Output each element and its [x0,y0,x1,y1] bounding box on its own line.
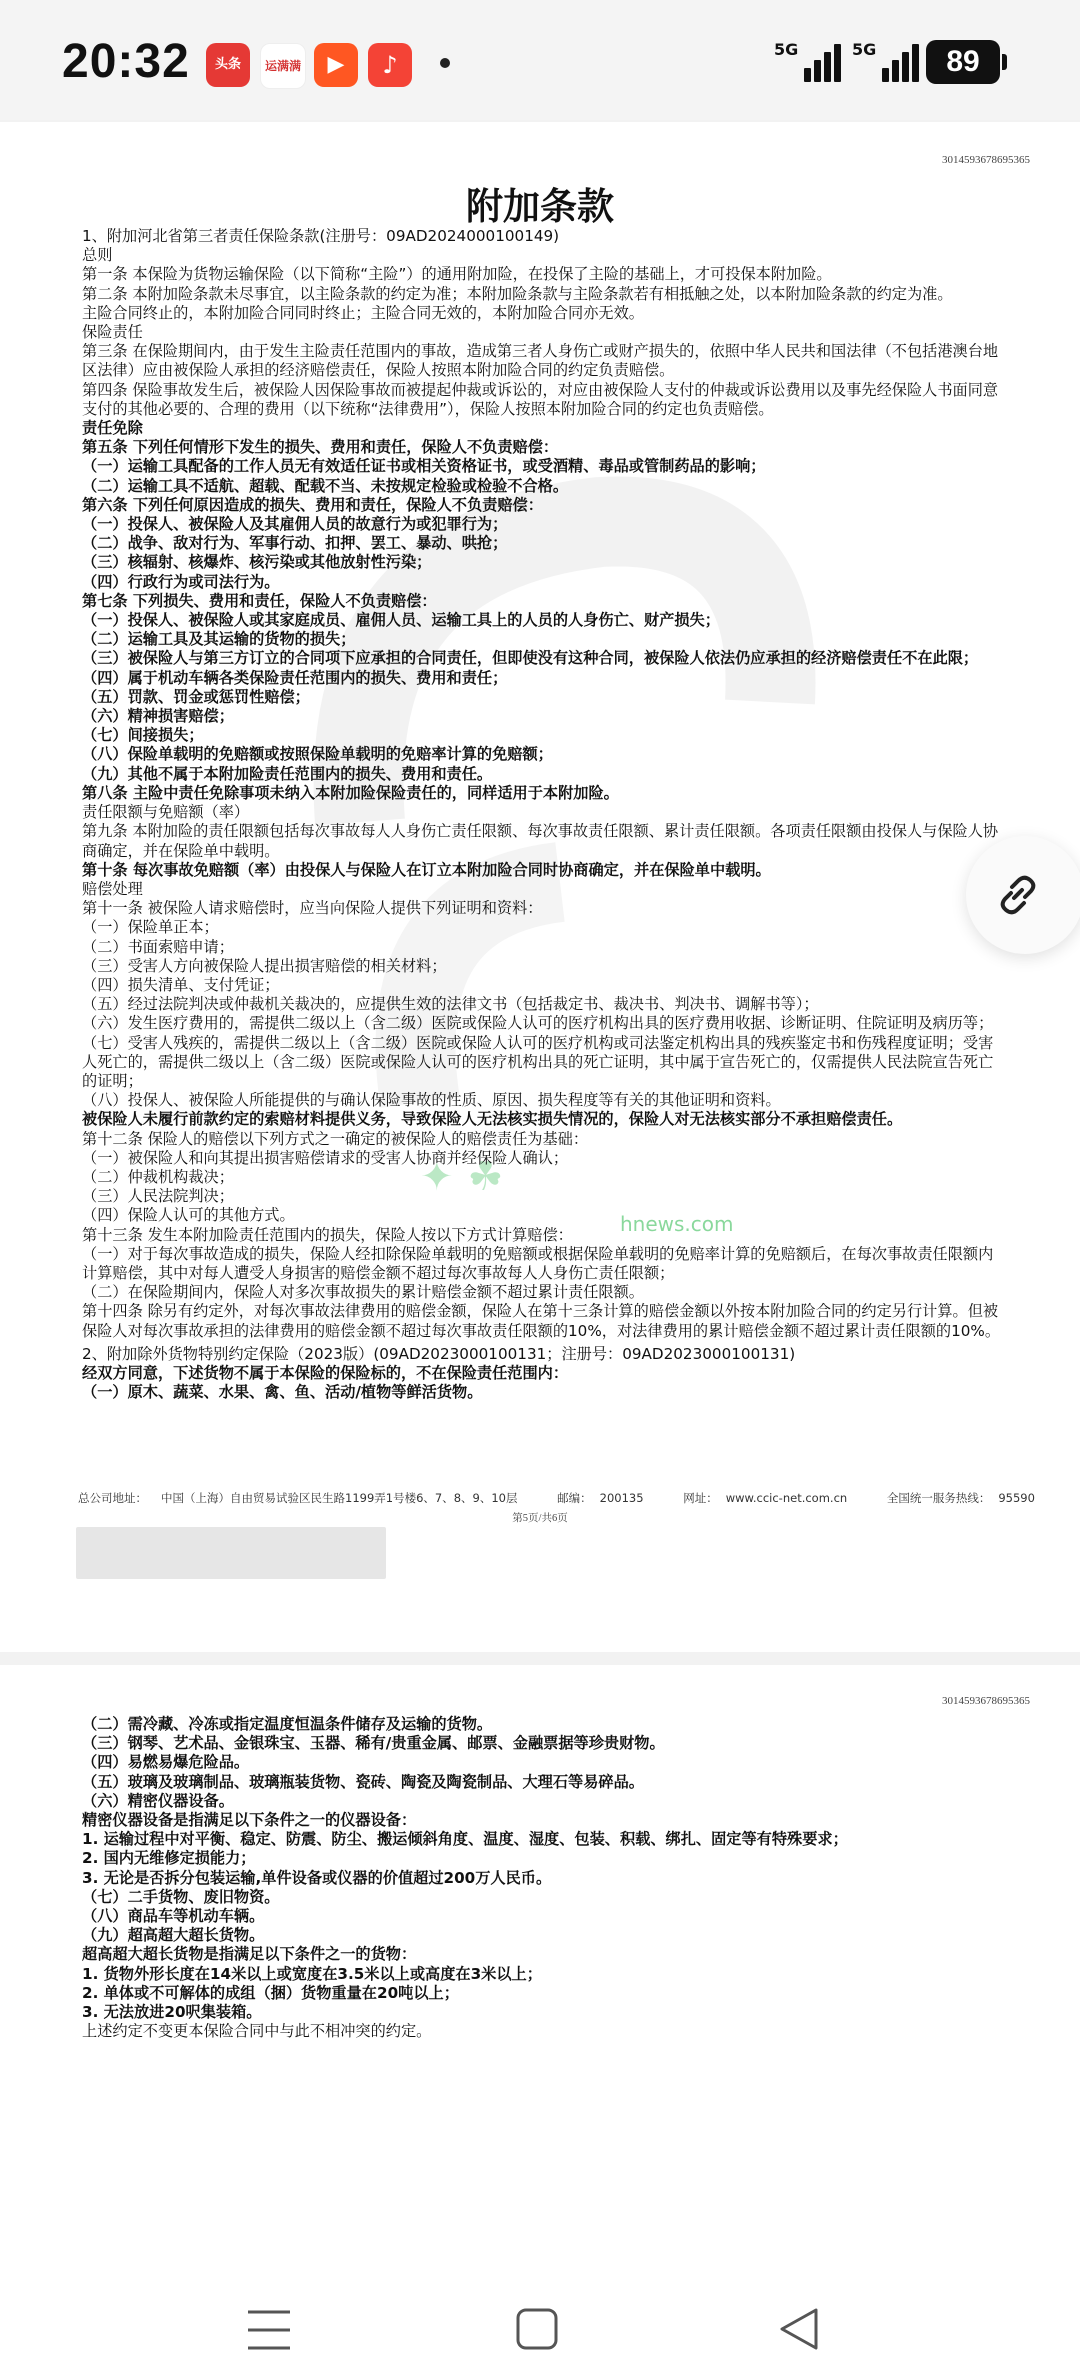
address [78,1491,535,1505]
clause-1-body [82,227,1002,1402]
document-page-6 [0,1665,1080,2325]
clause-line: （一）运输工具配备的工作人员无有效适任证书或相关资格证书，或受酒精、毒品或管制药品的影响； [82,457,766,476]
copy-link-button[interactable] [966,836,1080,954]
menu-icon[interactable] [246,2308,292,2352]
document-number: 3014593678695365 [942,154,1030,166]
clock: 20:32 [62,35,190,88]
postcode-label: 邮编： [557,1491,592,1505]
clause-line: （八）投保人、被保险人所能提供的与确认保险事故的性质、原因、损失程度等有关的其他证明和资料。 [82,1091,781,1110]
signal-icon-2 [846,40,912,84]
document-title: 附加条款 [466,185,614,228]
clause-line: （四）属于机动车辆各类保险责任范围内的损失、费用和责任； [82,668,508,687]
website [683,1491,865,1505]
clause-line: （三）钢琴、艺术品、金银珠宝、玉器、稀有/贵重金属、邮票、金融票据等珍贵财物。 [82,1734,665,1753]
network-type-2: 5G [852,40,877,59]
document-page-5 [0,122,1080,1652]
hotline-value: 95590 [998,1491,1035,1505]
battery-tip [1002,54,1007,70]
clause-line: （三）被保险人与第三方订立的合同项下应承担的合同责任，但即使没有这种合同，被保险人依法仍应承担的经济赔偿责任不在此限； [82,649,979,668]
clause-line: （五）罚款、罚金或惩罚性赔偿； [82,687,310,706]
clause-line: 2. 单体或不可解体的成组（捆）货物重量在20吨以上； [82,1983,459,2002]
clause-line: （六）发生医疗费用的，需提供二级以上（含二级）医院或保险人认可的医疗机构出具的医疗费用收据、诊断证明、住院证明及病历等； [82,1014,994,1033]
news-watermark-text: hnews.com [620,1212,734,1236]
clause-line: 主险合同终止的，本附加险合同同时终止；主险合同无效的，本附加险合同亦无效。 [82,303,644,322]
news-watermark-logo: ✦ ☘ [420,1154,504,1200]
clause-line: 责任免除 [82,419,143,438]
clause-line: （二）仲裁机构裁决； [82,1167,234,1186]
clause-line: 赔偿处理 [82,879,143,898]
battery-icon: 89 [926,40,1000,84]
hotline-label: 全国统一服务热线： [886,1491,991,1505]
clause-line: 1. 货物外形长度在14米以上或宽度在3.5米以上或高度在3米以上； [82,1964,542,1983]
toutiao-icon: 头条 [206,43,250,87]
clause-line: 1、附加河北省第三者责任保险条款(注册号：09AD2024000100149) [82,227,560,245]
clause-line: （四）易燃易爆危险品。 [82,1753,250,1772]
clause-line: （六）精密仪器设备。 [82,1791,234,1810]
clause-line: （七）二手货物、废旧物资。 [82,1887,280,1906]
clause-2-continued [82,1715,1002,2041]
clause-line: 2. 国内无维修定损能力； [82,1849,256,1868]
clause-line: （七）受害人残疾的，需提供二级以上（含二级）医院或保险人认可的医疗机构或司法鉴定机构出具的残疾鉴定书和伤残程度证明；受害人死亡的，需提供二级以上（含二级）医院或保险人认可的医疗机构出具的死亡证明，其中属于宣告死亡的，仅需提供人民法院宣告死亡的证明； [82,1033,994,1090]
hotline [887,1491,1053,1505]
clause-line: 第一条 本保险为货物运输保险（以下简称“主险”）的通用附加险，在投保了主险的基础上，才可投保本附加险。 [82,265,832,284]
clause-line: （五）玻璃及玻璃制品、玻璃瓶装货物、瓷砖、陶瓷及陶瓷制品、大理石等易碎品。 [82,1772,644,1791]
address-label: 总公司地址： [78,1491,147,1505]
website-value: www.ccic-net.com.cn [725,1491,848,1505]
company-footer [78,1490,1035,1506]
status-bar [0,0,1080,120]
address-value: 中国（上海）自由贸易试验区民生路1199弄1号楼6、7、8、9、10层 [161,1491,518,1505]
clause-line: （九）超高超大超长货物。 [82,1926,265,1945]
clause-line: （八）保险单载明的免赔额或按照保险单载明的免赔率计算的免赔额； [82,745,553,764]
system-nav-bar [0,2290,1080,2376]
more-notifications-dot [440,58,450,68]
clause-line: （一）保险单正本； [82,918,219,937]
postcode [557,1491,661,1505]
clause-line: （二）需冷藏、冷冻或指定温度恒温条件储存及运输的货物。 [82,1715,493,1733]
clause-line: 第五条 下列任何情形下发生的损失、费用和责任，保险人不负责赔偿： [82,438,559,457]
video-icon: ▶ [314,43,358,87]
clause-line: 总则 [82,246,113,265]
clause-line: 超高超大超长货物是指满足以下条件之一的货物： [82,1945,417,1964]
clause-line: （一）原木、蔬菜、水果、禽、鱼、活动/植物等鲜活货物。 [82,1383,483,1402]
postcode-value: 200135 [599,1491,644,1505]
back-icon[interactable] [778,2306,820,2352]
clause-line: 精密仪器设备是指满足以下条件之一的仪器设备： [82,1811,417,1830]
clause-line: 责任限额与免赔额（率） [82,803,250,822]
clause-line: 上述约定不变更本保险合同中与此不相冲突的约定。 [82,2022,432,2041]
home-icon[interactable] [516,2308,558,2350]
clause-line: 第十一条 被保险人请求赔偿时，应当向保险人提供下列证明和资料： [82,899,543,918]
clause-line: （三）核辐射、核爆炸、核污染或其他放射性污染； [82,553,432,572]
clause-line: 3. 无法放进20呎集装箱。 [82,2003,262,2022]
clause-line: 被保险人未履行前款约定的索赔材料提供义务，导致保险人无法核实损失情况的，保险人对无法核实部分不承担赔偿责任。 [82,1110,903,1129]
clause-line: 第三条 在保险期间内，由于发生主险责任范围内的事故，造成第三者人身伤亡或财产损失的，依照中华人民共和国法律（不包括港澳台地区法律）应由被保险人承担的经济赔偿责任，保险人按照本附加险合同的约定负责赔偿。 [82,342,999,380]
website-label: 网址： [683,1491,718,1505]
clause-line: （二）书面索赔申请； [82,937,234,956]
clause-line: 第十二条 保险人的赔偿以下列方式之一确定的被保险人的赔偿责任为基础： [82,1129,589,1148]
clause-line: 3. 无论是否拆分包装运输,单件设备或仪器的价值超过200万人民币。 [82,1868,552,1887]
link-icon [992,870,1042,920]
clause-line: （二）运输工具不适航、超载、配载不当、未按规定检验或检验不合格。 [82,476,568,495]
clause-line: （一）对于每次事故造成的损失，保险人经扣除保险单载明的免赔额或根据保险单载明的免赔率计算的免赔额后，在每次事故责任限额内计算赔偿，其中对每人遭受人身损害的赔偿金额不超过每次事故每人人身伤亡责任限额； [82,1244,994,1282]
document-number-2: 3014593678695365 [942,1695,1030,1707]
clause-line: 第十三条 发生本附加险责任范围内的损失，保险人按以下方式计算赔偿： [82,1225,573,1244]
music-icon: ♪ [368,43,412,87]
clause-2-title: 2、附加除外货物特别约定保险（2023版）(09AD2023000100131；注册号：09AD2023000100131) [82,1344,796,1363]
yunmanman-icon: 运满满 [260,43,306,89]
clause-line: 第十四条 除另有约定外，对每次事故法律费用的赔偿金额，保险人在第十三条计算的赔偿金额以外按本附加险合同的约定另行计算。但被保险人对每次事故承担的法律费用的赔偿金额不超过每次事故责任限额的10%，对法律费用的累计赔偿金额不超过累计责任限额的10%。 [82,1302,1001,1340]
clause-line: （一）被保险人和向其提出损害赔偿请求的受害人协商并经保险人确认； [82,1148,568,1167]
clause-line: 第六条 下列任何原因造成的损失、费用和责任，保险人不负责赔偿： [82,495,543,514]
clause-line: （七）间接损失； [82,726,204,745]
clause-line: （六）精神损害赔偿； [82,707,234,726]
clause-line: （九）其他不属于本附加险责任范围内的损失、费用和责任。 [82,764,493,783]
clause-line: （二）运输工具及其运输的货物的损失； [82,630,356,649]
clause-line: 第九条 本附加险的责任限额包括每次事故每人人身伤亡责任限额、每次事故责任限额、累计责任限额。各项责任限额由投保人与保险人协商确定，并在保险单中载明。 [82,822,999,860]
clause-line: 第八条 主险中责任免除事项未纳入本附加险保险责任的，同样适用于本附加险。 [82,783,619,802]
clause-line: （五）经过法院判决或仲裁机关裁决的，应提供生效的法律文书（包括裁定书、裁决书、判决书、调解书等）； [82,995,819,1014]
clause-line: 经双方同意，下述货物不属于本保险的保险标的，不在保险责任范围内： [82,1363,568,1382]
clause-line: （二）战争、敌对行为、军事行动、扣押、罢工、暴动、哄抢； [82,534,508,553]
clause-line: （四）保险人认可的其他方式。 [82,1206,295,1225]
clause-line: 第七条 下列损失、费用和责任，保险人不负责赔偿： [82,591,437,610]
clause-line: （二）在保险期间内，保险人对多次事故损失的累计赔偿金额不超过累计责任限额。 [82,1283,644,1302]
clause-line: （一）投保人、被保险人或其家庭成员、雇佣人员、运输工具上的人员的人身伤亡、财产损失； [82,611,720,630]
clause-line: 保险责任 [82,323,143,342]
clause-line: （三）受害人方向被保险人提出损害赔偿的相关材料； [82,956,447,975]
clause-line: 第四条 保险事故发生后，被保险人因保险事故而被提起仲裁或诉讼的，对应由被保险人支付的仲裁或诉讼费用以及事先经保险人书面同意支付的其他必要的、合理的费用（以下统称“法律费用”），保险人按照本附加险合同的约定也负责赔偿。 [82,380,999,418]
clause-line: （一）投保人、被保险人及其雇佣人员的故意行为或犯罪行为； [82,515,508,534]
clause-line: （八）商品车等机动车辆。 [82,1907,265,1926]
clause-line: 1. 运输过程中对平衡、稳定、防震、防尘、搬运倾斜角度、温度、湿度、包装、积载、绑扎、固定等有特殊要求； [82,1830,848,1849]
redacted-stamp [76,1527,386,1579]
page-number: 第5页/共6页 [512,1513,568,1524]
clause-line: 第二条 本附加险条款未尽事宜，以主险条款的约定为准；本附加险条款与主险条款若有相抵触之处，以本附加险条款的约定为准。 [82,284,953,303]
network-type: 5G [774,40,799,59]
clause-line: （四）损失清单、支付凭证； [82,975,280,994]
clause-line: 第十条 每次事故免赔额（率）由投保人与保险人在订立本附加险合同时协商确定，并在保险单中载明。 [82,860,771,879]
clause-line: （三）人民法院判决； [82,1187,234,1206]
signal-icon [774,40,840,84]
clause-line: （四）行政行为或司法行为。 [82,572,280,591]
